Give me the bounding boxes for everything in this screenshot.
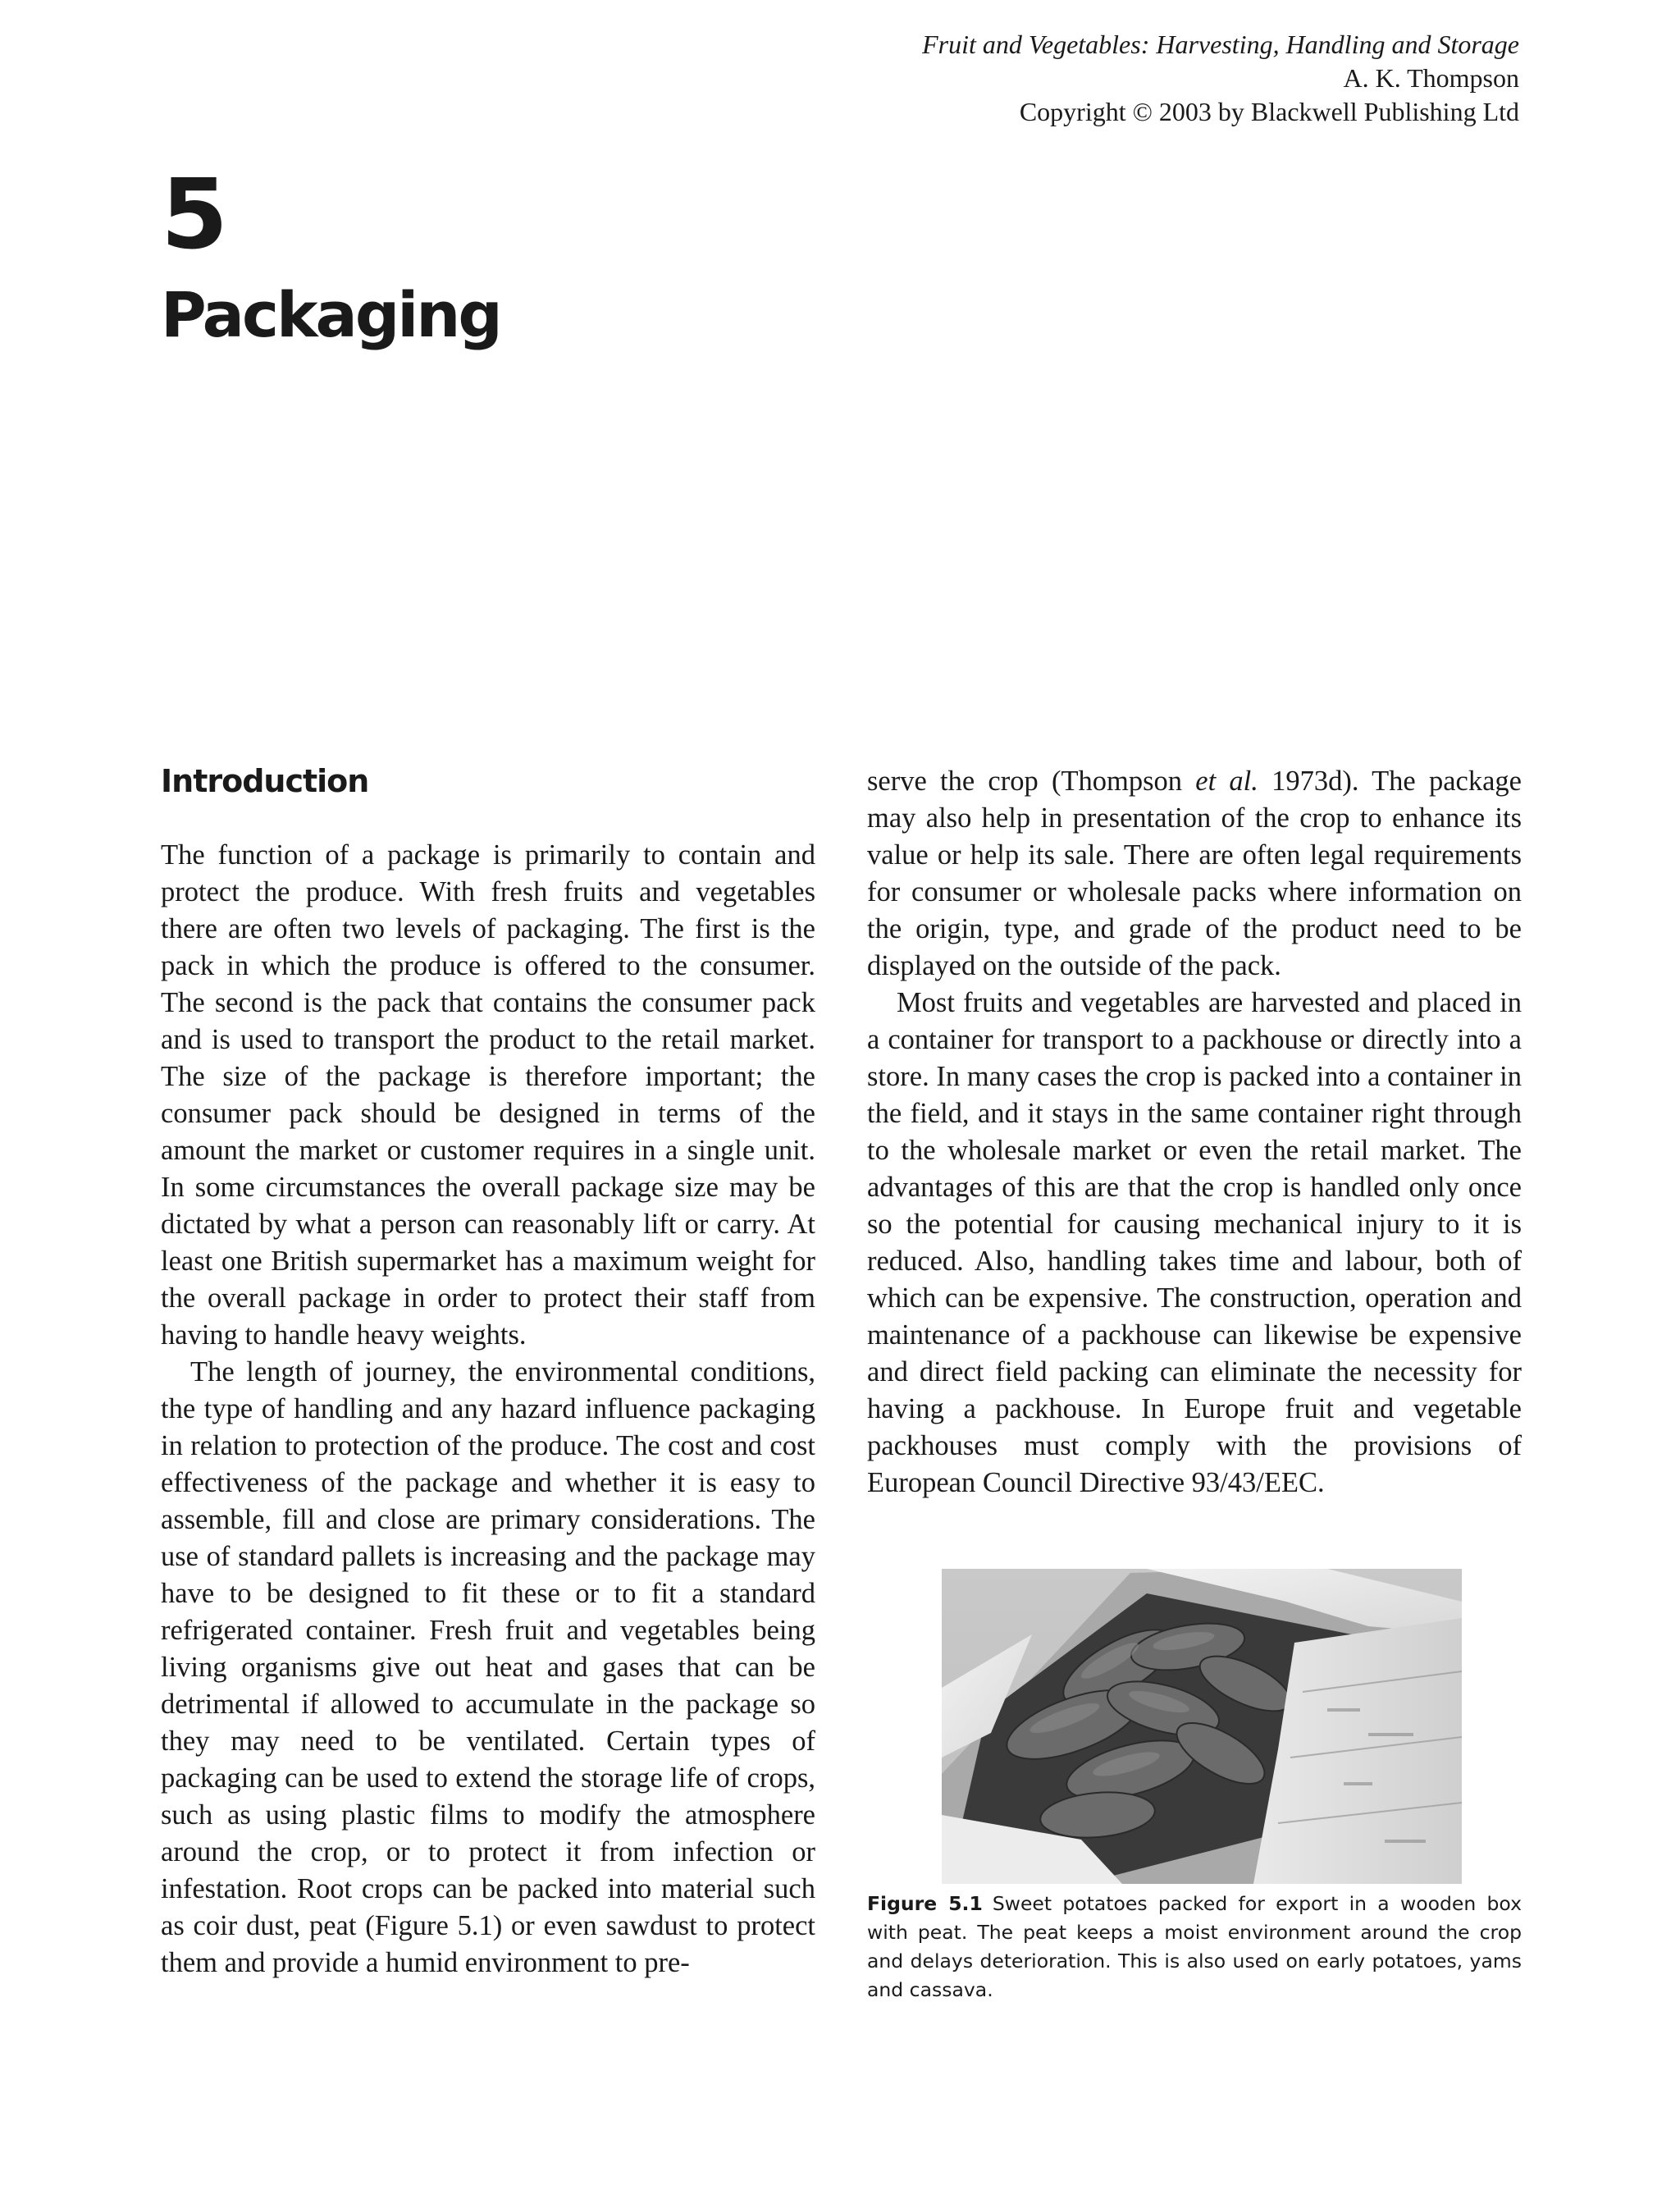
copyright-line: Copyright © 2003 by Blackwell Publishing Ltd bbox=[1019, 97, 1519, 126]
figure-caption-text: Sweet potatoes packed for export in a wooden box with peat. The peat keeps a moist environment around the crop and delays deterioration. This is also used on early potatoes, yams and cassava. bbox=[867, 1892, 1522, 2001]
chapter-title: Packaging bbox=[161, 278, 500, 351]
paragraph-3: Most fruits and vegetables are harvested and placed in a container for transport to a packhouse or directly into a store. In many cases the crop is packed into a container in the field, and it stays in the same container right through to the wholesale market or even the retail market. The advantages of this are that the crop is handled only once so the potential for causing mechanical injury to it is reduced. Also, handling takes time and labour, both of which can be expensive. The construction, operation and maintenance of a packhouse can likewise be expensive and direct field packing can eliminate the necessity for having a packhouse. In Europe fruit and vegetable packhouses must comply with the provisions of European Council Directive 93/43/EEC. bbox=[867, 987, 1522, 1498]
paragraph-2-cont-b: 1973d). The package may also help in presentation of the crop to enhance its value or help its sale. There are often legal requirements for consumer or wholesale packs where information on the origin, type, and grade of the product need to be displayed on the outside of the pack. bbox=[867, 766, 1522, 981]
paragraph-2-continued bbox=[867, 763, 1522, 985]
paragraph-2-start: The length of journey, the environmental conditions, the type of handling and any hazard influence packaging in relation to protection of the produce. The cost and cost effectiveness of the package and whether it is easy to assemble, fill and close are primary considerations. The use of standard pallets is increasing and the package may have to be designed to fit these or to fit a standard refrigerated container. Fresh fruit and vegetables being living organisms give out heat and gases that can be detrimental if allowed to accumulate in the package so they may need to be ventilated. Certain types of packaging can be used to extend the storage life of crops, such as using plastic films to modify the atmosphere around the crop, or to protect it from infection or infestation. Root crops can be packed into material such as coir dust, peat (Figure 5.1) or even sawdust to protect them and provide a humid environment to pre- bbox=[161, 1356, 815, 1978]
sweet-potato-box-illustration bbox=[942, 1569, 1462, 1884]
figure-photo-sweet-potatoes bbox=[942, 1569, 1462, 1884]
right-column bbox=[867, 763, 1522, 1502]
section-heading: Introduction bbox=[161, 763, 369, 799]
figure-label: Figure 5.1 bbox=[867, 1892, 983, 1915]
chapter-number: 5 bbox=[161, 158, 227, 271]
paragraph-1: The function of a package is primarily to contain and protect the produce. With fresh fruits and vegetables there are often two levels of packaging. The first is the pack in which the produce is offered to the consumer. The second is the pack that contains the consumer pack and is used to transport the product to the retail market. The size of the package is therefore important; the consumer pack should be designed in terms of the amount the market or customer requires in a single unit. In some circumstances the overall package size may be dictated by what a person can reasonably lift or carry. At least one British supermarket has a maximum weight for the overall package in order to protect their staff from having to handle heavy weights. bbox=[161, 839, 815, 1351]
citation-et-al: et al. bbox=[1195, 766, 1258, 797]
book-title: Fruit and Vegetables: Harvesting, Handling and Storage bbox=[922, 30, 1519, 59]
running-header bbox=[922, 28, 1519, 129]
figure-caption bbox=[867, 1890, 1522, 2004]
left-column bbox=[161, 763, 815, 1982]
author-name: A. K. Thompson bbox=[1343, 63, 1519, 93]
paragraph-2-cont-a: serve the crop (Thompson bbox=[867, 766, 1196, 797]
